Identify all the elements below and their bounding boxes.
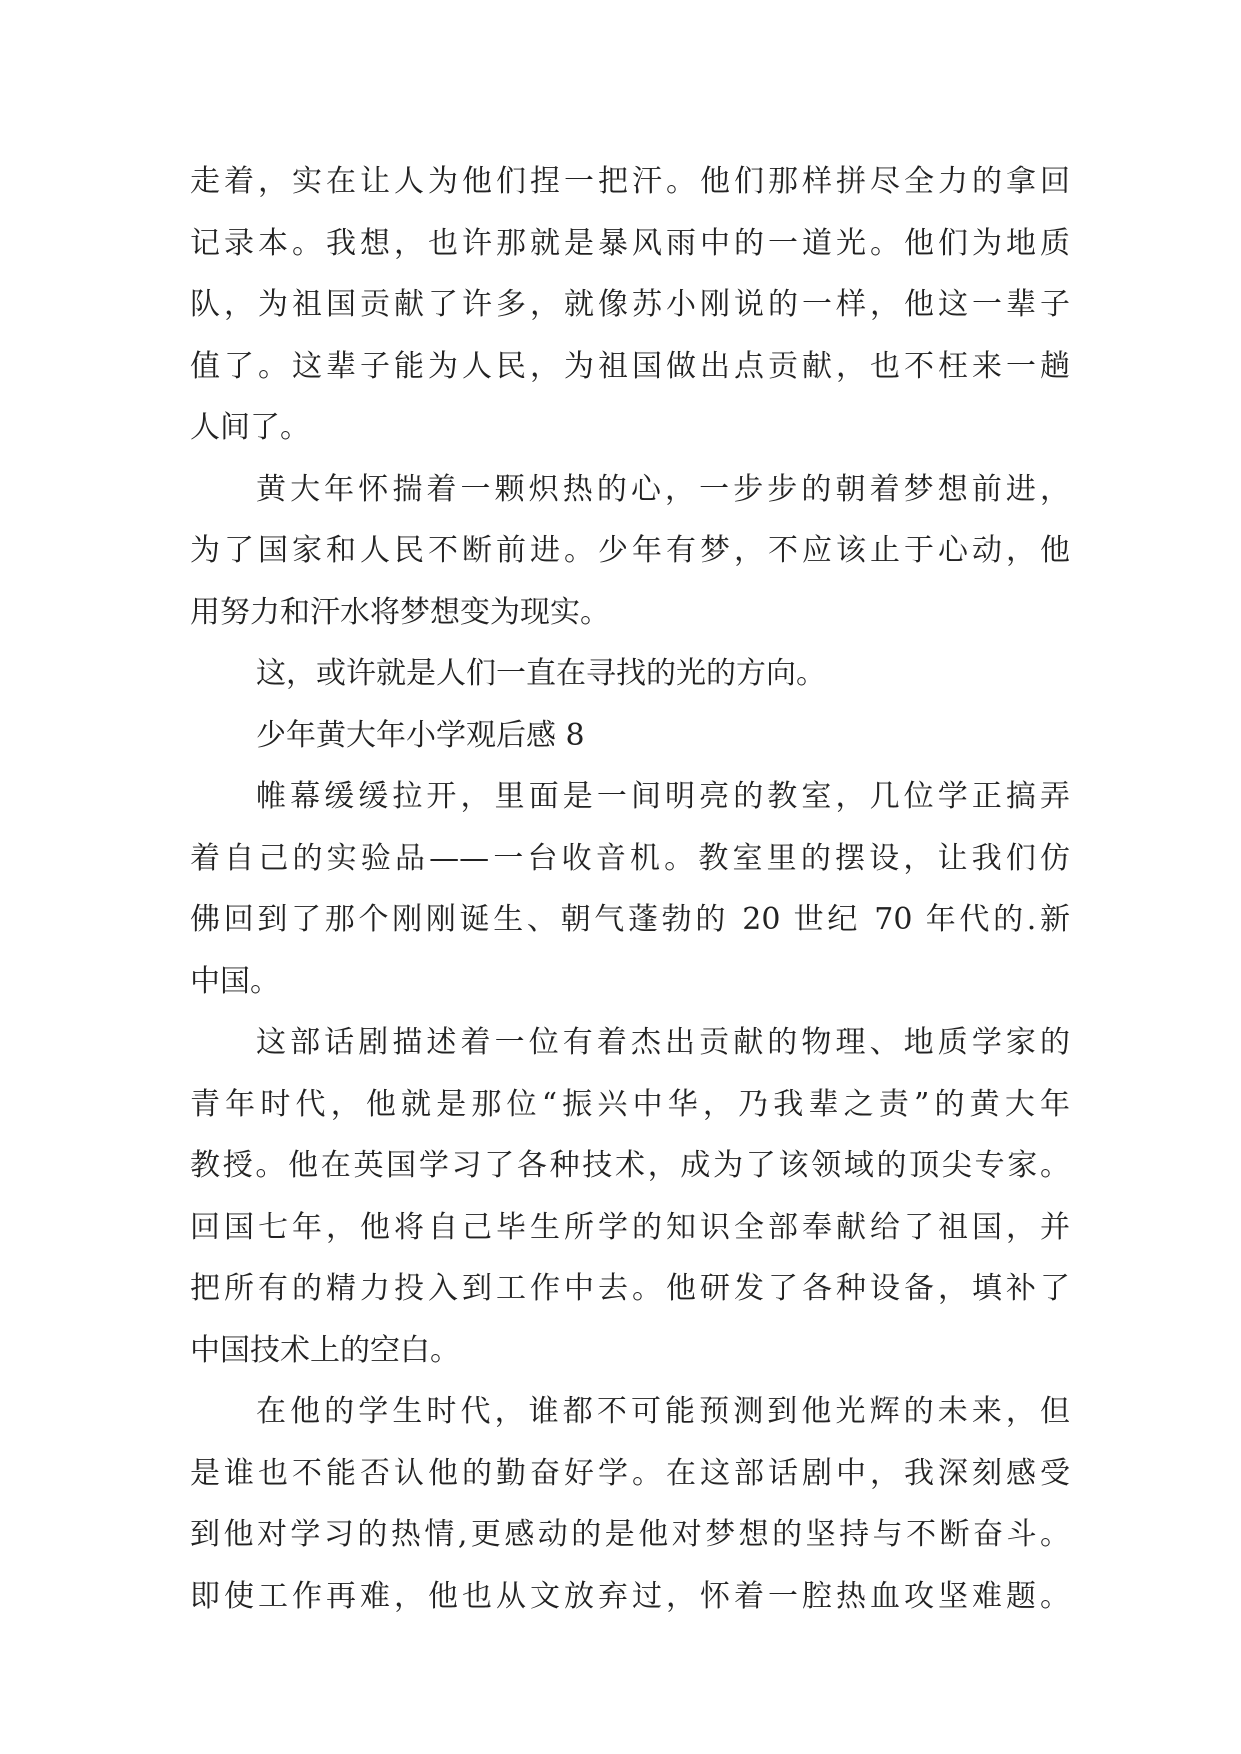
text-line: 到他对学习的热情,更感动的是他对梦想的坚持与不断奋斗。 bbox=[190, 1517, 1070, 1552]
text-line: 回国七年，他将自己毕生所学的知识全部奉献给了祖国，并 bbox=[190, 1209, 1070, 1245]
text-line: 中国。 bbox=[190, 963, 280, 999]
document-body bbox=[190, 151, 1070, 1627]
text-line: 黄大年怀揣着一颗炽热的心，一步步的朝着梦想前进， bbox=[256, 471, 1070, 507]
text-line: 帷幕缓缓拉开，里面是一间明亮的教室，几位学正搞弄 bbox=[256, 779, 1070, 814]
text-line: 在他的学生时代，谁都不可能预测到他光辉的未来，但 bbox=[256, 1394, 1070, 1429]
text-line: 走着，实在让人为他们捏一把汗。他们那样拼尽全力的拿回 bbox=[190, 164, 1070, 199]
text-line: 为了国家和人民不断前进。少年有梦，不应该止于心动，他 bbox=[190, 533, 1070, 568]
text-line: 即使工作再难，他也从文放弃过，怀着一腔热血攻坚难题。 bbox=[190, 1578, 1070, 1614]
text-line: 是谁也不能否认他的勤奋好学。在这部话剧中，我深刻感受 bbox=[190, 1455, 1070, 1491]
text-line: 用努力和汗水将梦想变为现实。 bbox=[190, 594, 610, 630]
text-line: 队，为祖国贡献了许多，就像苏小刚说的一样，他这一辈子 bbox=[190, 287, 1070, 322]
text-line: 着自己的实验品——一台收音机。教室里的摆设，让我们仿 bbox=[190, 840, 1070, 876]
text-line: 佛回到了那个刚刚诞生、朝气蓬勃的 20 世纪 70 年代的.新 bbox=[190, 902, 1070, 937]
text-line: 少年黄大年小学观后感 8 bbox=[256, 717, 585, 753]
text-line: 这部话剧描述着一位有着杰出贡献的物理、地质学家的 bbox=[256, 1025, 1070, 1060]
text-line: 中国技术上的空白。 bbox=[190, 1332, 460, 1368]
text-line: 这，或许就是人们一直在寻找的光的方向。 bbox=[256, 656, 826, 691]
text-line: 教授。他在英国学习了各种技术，成为了该领域的顶尖专家。 bbox=[190, 1148, 1070, 1183]
text-line: 青年时代，他就是那位“振兴中华，乃我辈之责”的黄大年 bbox=[190, 1086, 1070, 1122]
text-line: 值了。这辈子能为人民，为祖国做出点贡献，也不枉来一趟 bbox=[190, 348, 1070, 384]
text-line: 人间了。 bbox=[190, 410, 310, 445]
text-line: 把所有的精力投入到工作中去。他研发了各种设备，填补了 bbox=[190, 1271, 1070, 1306]
text-line: 记录本。我想，也许那就是暴风雨中的一道光。他们为地质 bbox=[190, 225, 1070, 261]
